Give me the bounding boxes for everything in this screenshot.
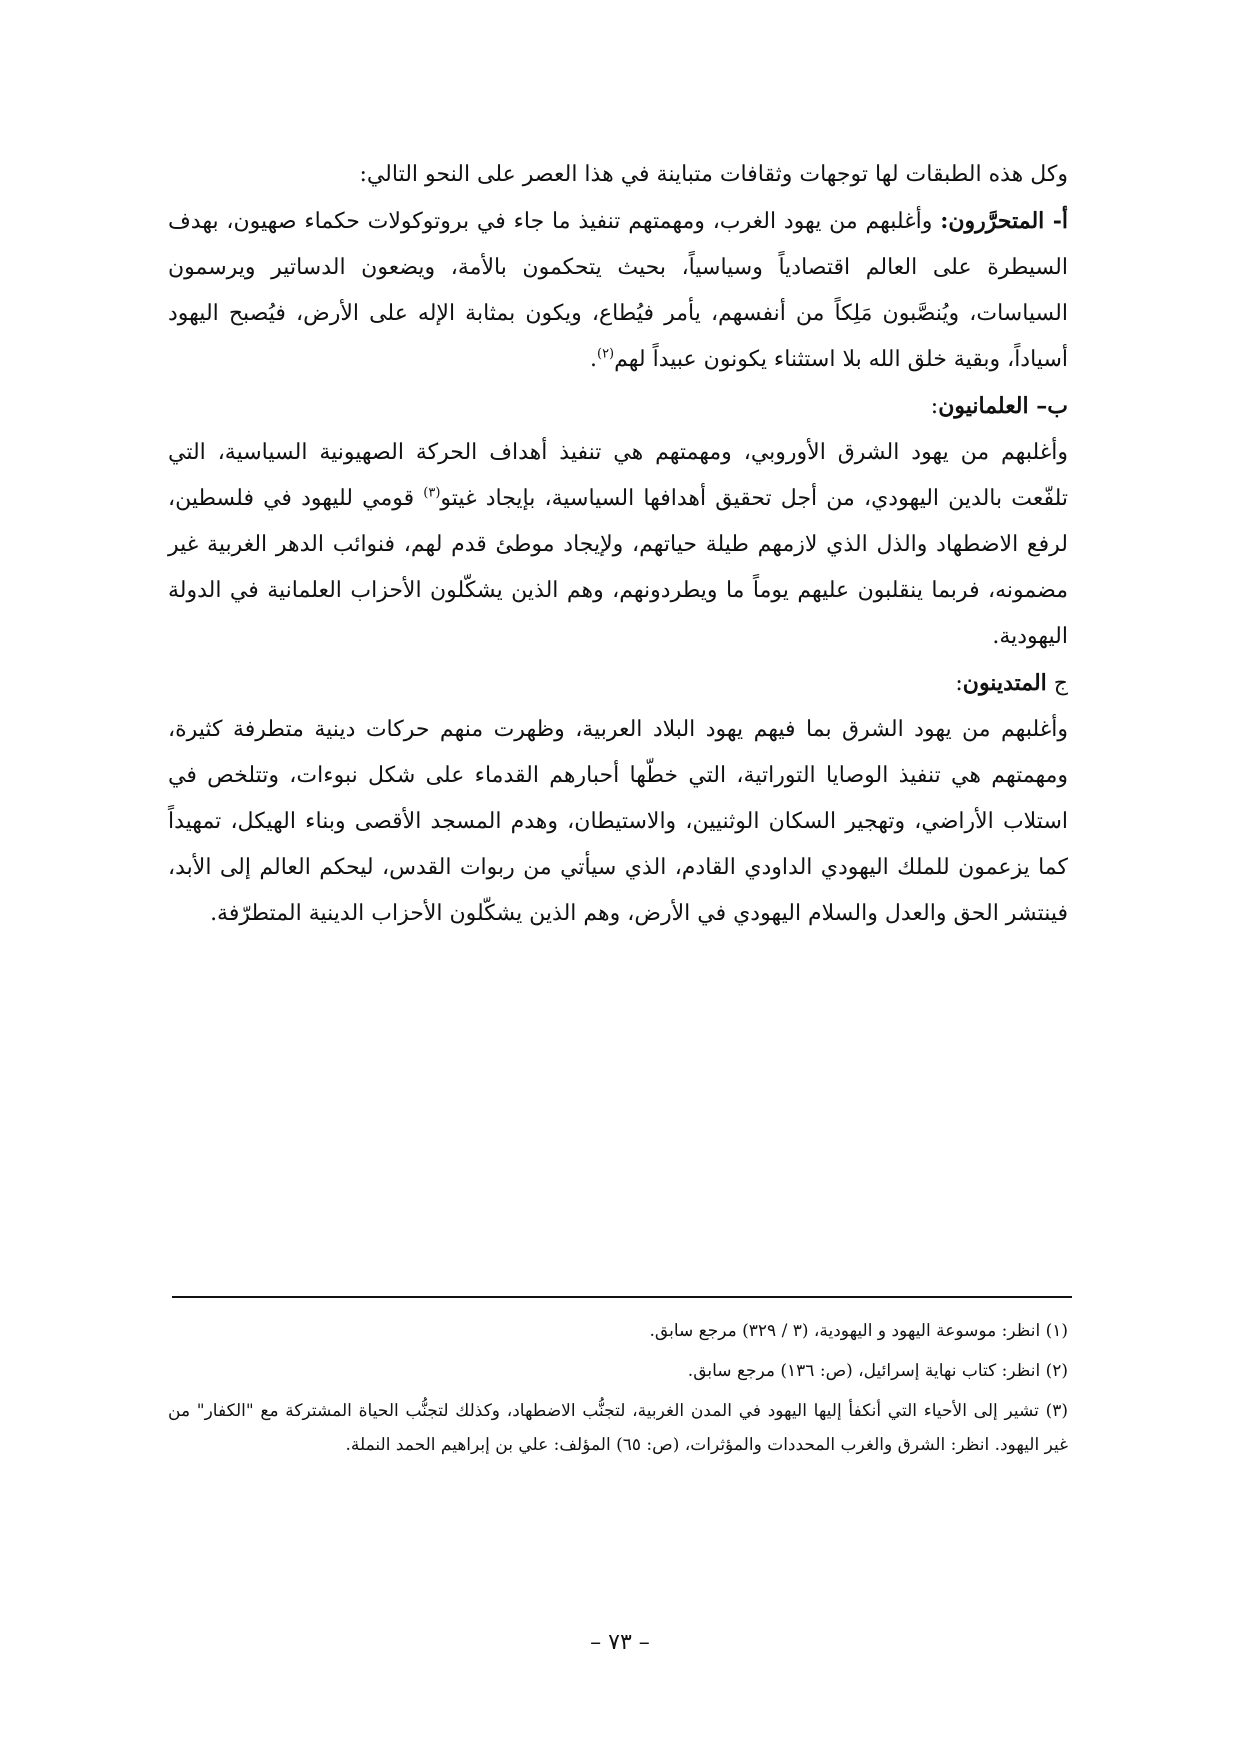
section-b-text-end: قومي لليهود في فلسطين، لرفع الاضطهاد والذل الذي لازمهم طيلة حياتهم، ولإيجاد موطئ قدم لهم، فنوائب الدهر الغربية غير مضمونه، فربما ينقلبون عليهم يوماً ما ويطردونهم، وهم الذين يشكّلون الأحزاب العلمانية في الدولة اليهودية.	[168, 486, 1068, 649]
footnote-3: (٣) تشير إلى الأحياء التي أنكفأ إليها اليهود في المدن الغربية، لتجنُّب الاضطهاد، وكذلك لتجنُّب الحياة المشتركة مع "الكفار" من غير اليهود. انظر: الشرق والغرب المحددات والمؤثرات، (ص: ٦٥) المؤلف: علي بن إبراهيم الحمد النملة.	[168, 1401, 1068, 1455]
section-a-text-end: .	[589, 347, 597, 372]
section-b-text: وأغلبهم من يهود الشرق الأوروبي، ومهمتهم هي تنفيذ أهداف الحركة الصهيونية السياسية، التي تلفّعت بالدين اليهودي، من أجل تحقيق أهدافها السياسية، بإيجاد غيتو	[168, 440, 1069, 511]
section-a-paragraph	[168, 198, 1068, 383]
footnote-2: (٢) انظر: كتاب نهاية إسرائيل، (ص: ١٣٦) مرجع سابق.	[687, 1361, 1068, 1381]
section-b-heading	[168, 383, 1068, 430]
section-c-label: المتدينون	[962, 670, 1047, 696]
page-number: – ٧٣ –	[590, 1630, 650, 1655]
intro-paragraph: وكل هذه الطبقات لها توجهات وثقافات متباينة في هذا العصر على النحو التالي:	[359, 162, 1068, 187]
section-a-text: وأغلبهم من يهود الغرب، ومهمتهم تنفيذ ما جاء في بروتوكولات حكماء صهيون، بهدف السيطرة على العالم اقتصادياً وسياسياً، بحيث يتحكمون بالأمة، ويضعون الدساتير ويرسمون السياسات، ويُنصَّبون مَلِكاً من أنفسهم، يأمر فيُطاع، ويكون بمثابة الإله على الأرض، فيُصبح اليهود أسياداً، وبقية خلق الله بلا استثناء يكونون عبيداً لهم	[168, 209, 1068, 372]
footnote-ref-2[interactable]: (٢)	[596, 346, 615, 362]
section-c-paragraph: وأغلبهم من يهود الشرق بما فيهم يهود البلاد العربية، وظهرت منهم حركات دينية متطرفة كثيرة، ومهمتهم هي تنفيذ الوصايا التوراتية، التي خطّها أحبارهم القدماء على شكل نبوءات، وتتلخص في استلاب الأراضي، وتهجير السكان الوثنيين، والاستيطان، وهدم المسجد الأقصى وبناء الهيكل، تمهيداً كما يزعمون للملك اليهودي الداودي القادم، الذي سيأتي من ربوات القدس، ليحكم العالم إلى الأبد، فينتشر الحق والعدل والسلام اليهودي في الأرض، وهم الذين يشكّلون الأحزاب الدينية المتطرّفة.	[168, 717, 1068, 926]
section-b-label-suffix: :	[930, 394, 939, 419]
body-text	[168, 152, 1068, 937]
footnote-ref-3[interactable]: (٣)	[423, 485, 441, 501]
section-c-prefix: ج	[1046, 671, 1068, 696]
section-c-label-suffix: :	[955, 671, 963, 696]
section-b-label: ب– العلمانيون	[938, 393, 1068, 419]
footnote-separator	[172, 1296, 1072, 1298]
section-a-label: أ- المتحرَّرون:	[940, 208, 1068, 234]
footnotes	[168, 1314, 1068, 1468]
footnote-1: (١) انظر: موسوعة اليهود و اليهودية، (٣ / ٣٢٩) مرجع سابق.	[649, 1321, 1068, 1341]
section-b-paragraph	[168, 430, 1068, 660]
section-c-heading	[168, 660, 1068, 707]
